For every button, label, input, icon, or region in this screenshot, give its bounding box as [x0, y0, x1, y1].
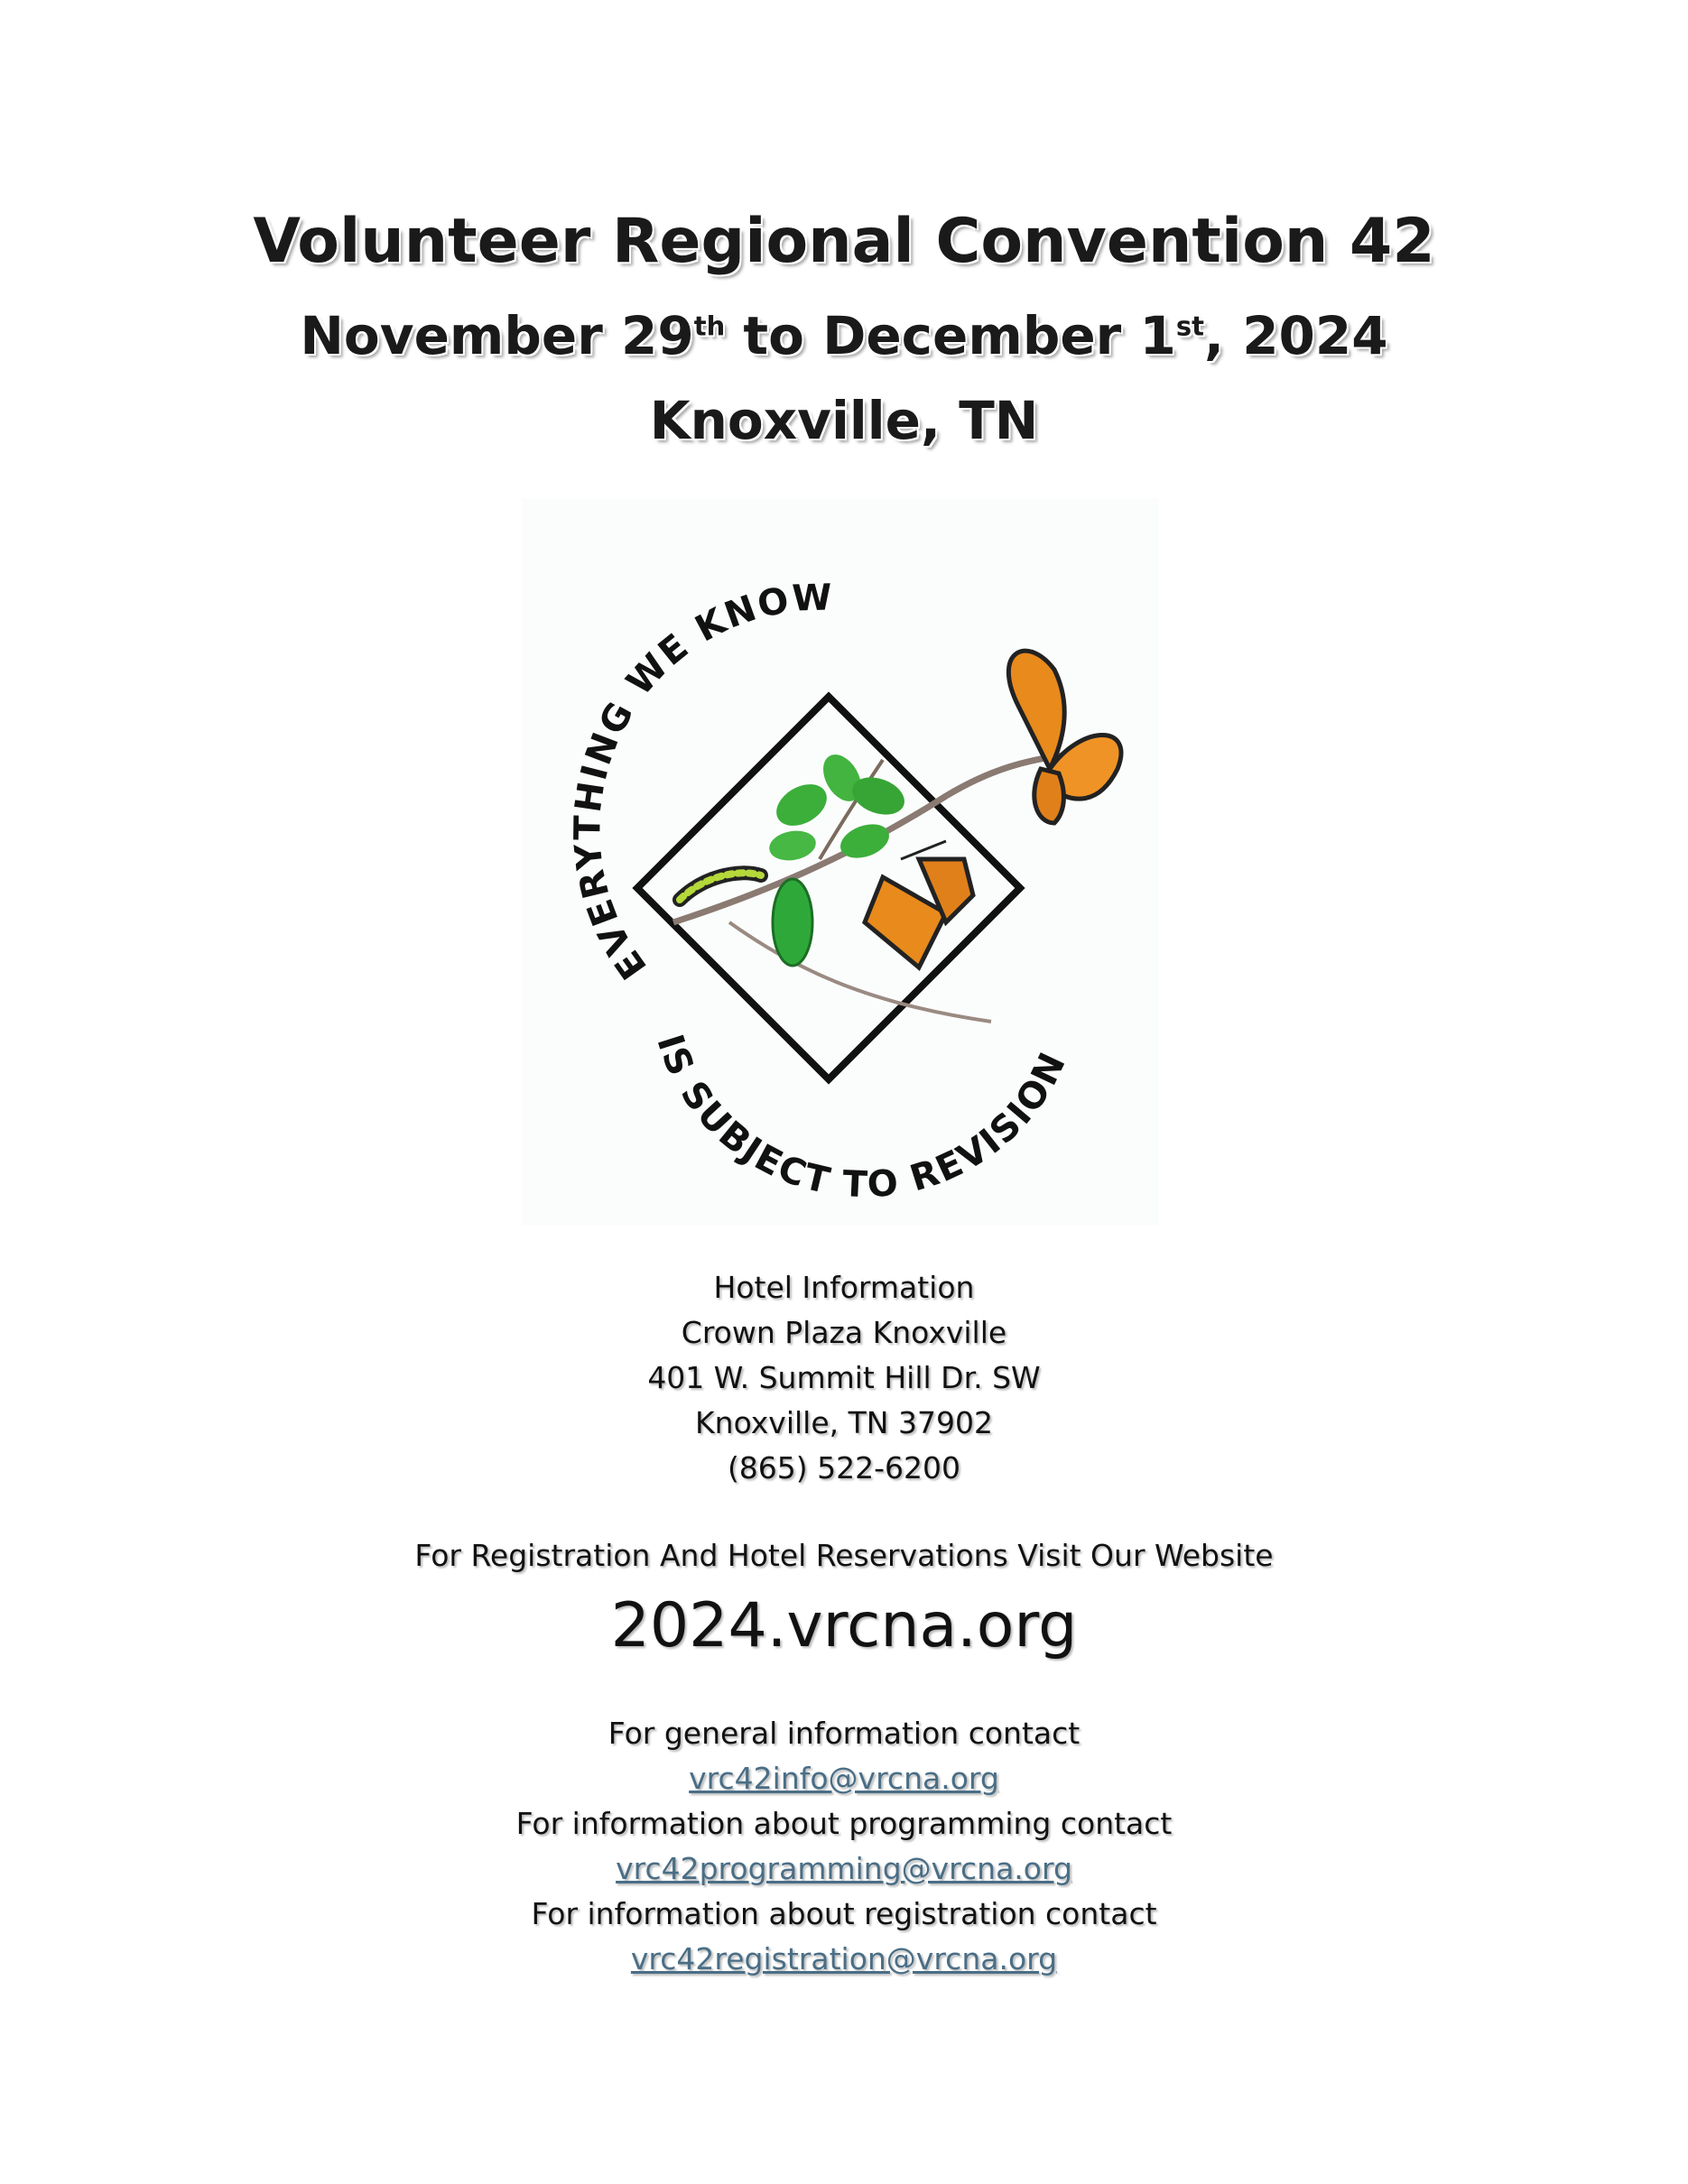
contact-programming-label: For information about programming contact: [515, 1806, 1173, 1841]
logo-graphic: [522, 498, 1159, 1226]
convention-title: Volunteer Regional Convention 42: [253, 206, 1435, 277]
dates-start: November 29: [300, 305, 694, 366]
hotel-info: [0, 1265, 1688, 1491]
flying-butterfly: [1008, 651, 1121, 823]
convention-logo: [522, 498, 1159, 1226]
logo-motto-top: EVERYTHING WE KNOW: [567, 577, 835, 987]
chrysalis: [773, 879, 812, 966]
contact-general-email-link[interactable]: vrc42info@vrcna.org: [689, 1761, 999, 1796]
dates-end-suffix: st: [1175, 310, 1204, 342]
twig: [729, 922, 991, 1022]
leaf: [836, 818, 894, 864]
dates-start-suffix: th: [693, 310, 726, 342]
contact-programming-email-link[interactable]: vrc42programming@vrcna.org: [616, 1851, 1072, 1886]
hotel-name: Crown Plaza Knoxville: [681, 1315, 1007, 1350]
hotel-phone: (865) 522-6200: [727, 1450, 961, 1485]
convention-dates: [0, 305, 1688, 366]
registration-prompt: For Registration And Hotel Reservations Visit Our Website: [414, 1538, 1274, 1573]
dates-year: , 2024: [1203, 305, 1388, 366]
logo-motto-bottom: IS SUBJECT TO REVISION: [648, 1029, 1075, 1207]
hotel-heading: Hotel Information: [713, 1270, 975, 1305]
leaf: [769, 776, 834, 835]
leaf: [767, 828, 819, 865]
convention-location: Knoxville, TN: [649, 390, 1039, 451]
contact-registration-label: For information about registration contact: [531, 1896, 1157, 1931]
dates-middle: to December 1: [725, 305, 1176, 366]
website-url: 2024.vrcna.org: [610, 1590, 1078, 1661]
contact-list: [0, 1711, 1688, 1982]
hotel-street: 401 W. Summit Hill Dr. SW: [647, 1360, 1041, 1395]
contact-general-label: For general information contact: [607, 1716, 1081, 1751]
hotel-city: Knoxville, TN 37902: [695, 1405, 993, 1440]
contact-registration-email-link[interactable]: vrc42registration@vrcna.org: [630, 1941, 1058, 1976]
